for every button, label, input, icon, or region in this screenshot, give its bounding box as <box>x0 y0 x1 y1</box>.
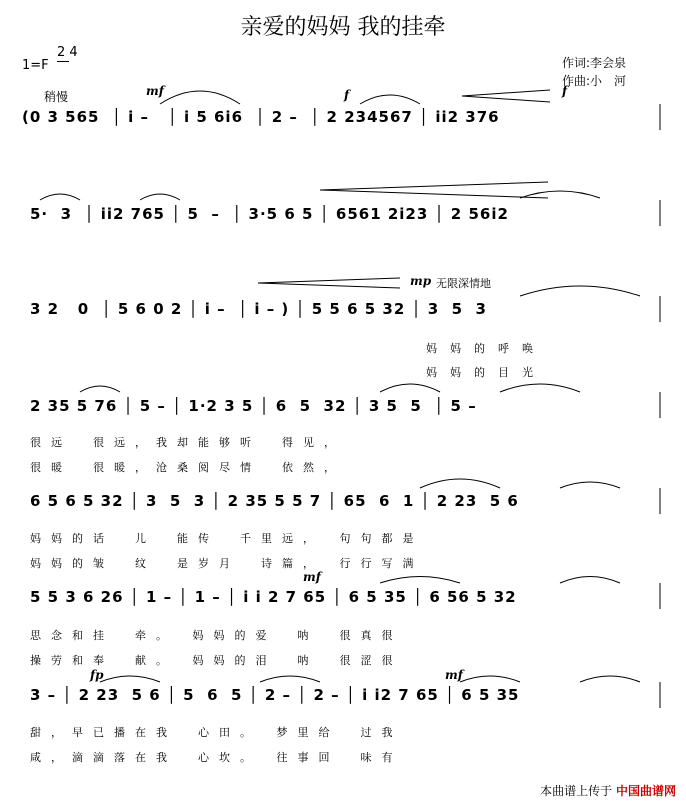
tempo-marking: 稍慢 <box>44 90 69 104</box>
lyric-3-v2: 妈妈的皱 纹 是岁月 诗篇， 行行写满 <box>30 557 424 570</box>
dynamic-mf-1: mf <box>146 84 164 98</box>
lyric-4-v1: 思念和挂 牵。 妈妈的爱 呐 很真很 <box>30 629 403 642</box>
slur <box>160 91 240 104</box>
notation-row-6: 5 5 3 6 26 │ 1 – │ 1 – │ i i 2 7 65 │ 6 5 35 │ 6 56 5 32 <box>30 588 517 606</box>
lyricist: 作词:李会泉 <box>562 56 627 70</box>
notation-row-4: 2 35 5 76 │ 5 – │ 1·2 3 5 │ 6 5 32 │ 3 5 5 │ 5 – <box>30 397 477 415</box>
dynamic-mf-2: mf <box>303 570 321 584</box>
notation-row-2: 5· 3 │ ii2 765 │ 5 – │ 3·5 6 5 │ 6561 2i23 │ 2 56i2 <box>30 205 509 223</box>
slur <box>100 676 160 682</box>
lyric-5-v2: 咸，滴滴落在我 心坎。 往事回 味有 <box>30 751 403 764</box>
notation-row-1: (0 3 565 │ i – │ i 5 6i6 │ 2 – │ 2 234567 │ ii2 376 <box>22 108 500 126</box>
slur <box>260 676 320 682</box>
notation-row-7: 3 – │ 2 23 5 6 │ 5 6 5 │ 2 – │ 2 – │ i i2 7 65 │ 6 5 35 <box>30 686 520 704</box>
slur <box>520 286 640 296</box>
footer-brand[interactable]: 中国曲谱网 <box>615 784 676 798</box>
slur <box>580 676 640 682</box>
lyric-5-v1: 甜，早已播在我 心田。 梦里给 过我 <box>30 726 403 739</box>
time-bottom: 4 <box>69 45 78 60</box>
lyric-4-v2: 操劳和奉 献。 妈妈的泪 呐 很涩很 <box>30 654 403 667</box>
footer-text: 本曲谱上传于 <box>540 784 613 798</box>
slur <box>40 194 80 200</box>
slur <box>380 577 460 584</box>
dynamic-mp: mp <box>410 274 432 288</box>
lyric-2-v1: 很远 很远，我却能够听 得见， <box>30 436 345 449</box>
composer: 作曲:小 河 <box>562 74 627 88</box>
hairpin <box>462 90 550 102</box>
lyric-1-v1: 妈妈的呼唤 <box>426 342 546 355</box>
dynamic-f-2: f <box>562 84 568 98</box>
notation-row-3: 3 2 0 │ 5 6 0 2 │ i – │ i – ) │ 5 5 6 5 32 │ 3 5 3 <box>30 300 487 318</box>
dynamic-mf-3: mf <box>445 668 463 682</box>
slur <box>380 384 440 392</box>
dynamic-fp: fp <box>90 668 104 682</box>
time-top: 2 <box>57 45 66 60</box>
hairpin <box>320 182 548 198</box>
hairpin <box>258 278 400 288</box>
footer <box>540 782 676 799</box>
expression-text: 无限深情地 <box>436 277 491 290</box>
song-title: 亲爱的妈妈 我的挂牵 <box>240 15 446 40</box>
slur <box>460 676 520 682</box>
slur <box>420 479 500 488</box>
lyric-2-v2: 很暖 很暖，沧桑阅尽情 依然， <box>30 461 345 474</box>
lyric-3-v1: 妈妈的话 儿 能传 千里远， 句句都是 <box>30 532 424 545</box>
notation-row-5: 6 5 6 5 32 │ 3 5 3 │ 2 35 5 5 7 │ 65 6 1 │ 2 23 5 6 <box>30 492 519 510</box>
slur <box>500 384 580 392</box>
dynamic-f-1: f <box>344 88 350 102</box>
slur <box>80 386 120 392</box>
lyric-1-v2: 妈妈的目光 <box>426 366 546 379</box>
key-signature: 1=F <box>22 58 49 73</box>
slur <box>140 194 180 200</box>
slur <box>560 577 620 584</box>
slur <box>360 95 420 104</box>
slur <box>560 482 620 488</box>
